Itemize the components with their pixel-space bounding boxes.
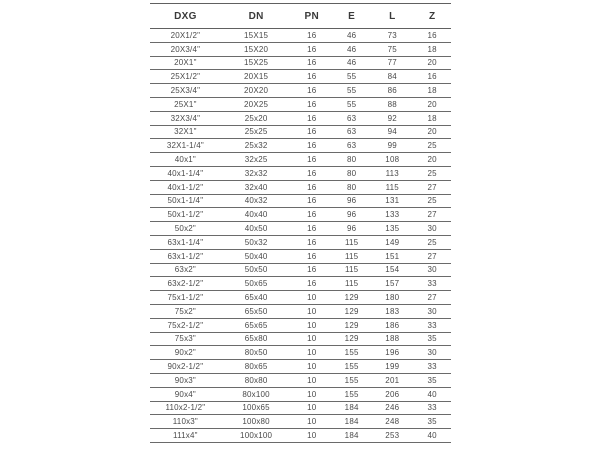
table-row xyxy=(150,235,451,249)
table-cell: 16 xyxy=(291,249,332,263)
table-cell: 20X1" xyxy=(150,56,221,70)
table-cell: 16 xyxy=(291,180,332,194)
table-cell: 46 xyxy=(332,29,371,43)
table-cell: 16 xyxy=(291,208,332,222)
table-cell: 20 xyxy=(413,125,451,139)
table-cell: 25 xyxy=(413,139,451,153)
table-row xyxy=(150,166,451,180)
table-cell: 25x20 xyxy=(221,111,292,125)
table-cell: 248 xyxy=(371,415,413,429)
table-cell: 155 xyxy=(332,346,371,360)
table-cell: 20 xyxy=(413,97,451,111)
table-cell: 16 xyxy=(291,125,332,139)
table-cell: 50x50 xyxy=(221,263,292,277)
table-cell: 16 xyxy=(291,29,332,43)
table-cell: 65x40 xyxy=(221,291,292,305)
table-cell: 80x65 xyxy=(221,360,292,374)
table-row xyxy=(150,373,451,387)
table-cell: 20 xyxy=(413,153,451,167)
table-cell: 10 xyxy=(291,387,332,401)
table-cell: 32x25 xyxy=(221,153,292,167)
table-row xyxy=(150,429,451,443)
table-row xyxy=(150,29,451,43)
table-cell: 131 xyxy=(371,194,413,208)
table-cell: 10 xyxy=(291,332,332,346)
table-cell: 20X20 xyxy=(221,84,292,98)
table-cell: 50x2" xyxy=(150,222,221,236)
table-cell: 75x1-1/2" xyxy=(150,291,221,305)
table-cell: 50x32 xyxy=(221,235,292,249)
table-cell: 108 xyxy=(371,153,413,167)
table-cell: 94 xyxy=(371,125,413,139)
table-cell: 10 xyxy=(291,346,332,360)
table-cell: 16 xyxy=(291,56,332,70)
table-row xyxy=(150,84,451,98)
table-row xyxy=(150,180,451,194)
table-cell: 129 xyxy=(332,291,371,305)
table-cell: 10 xyxy=(291,291,332,305)
table-cell: 63x1-1/4" xyxy=(150,235,221,249)
table-row xyxy=(150,70,451,84)
table-cell: 27 xyxy=(413,208,451,222)
table-cell: 16 xyxy=(413,29,451,43)
table-cell: 55 xyxy=(332,84,371,98)
table-cell: 16 xyxy=(291,166,332,180)
table-cell: 27 xyxy=(413,291,451,305)
table-cell: 92 xyxy=(371,111,413,125)
table-cell: 55 xyxy=(332,97,371,111)
table-cell: 40x1" xyxy=(150,153,221,167)
header-cell: E xyxy=(332,4,371,29)
table-cell: 80x80 xyxy=(221,373,292,387)
table-cell: 46 xyxy=(332,42,371,56)
table-row xyxy=(150,387,451,401)
table-cell: 10 xyxy=(291,373,332,387)
table-cell: 32x32 xyxy=(221,166,292,180)
table-cell: 157 xyxy=(371,277,413,291)
table-cell: 129 xyxy=(332,318,371,332)
table-cell: 75x2" xyxy=(150,304,221,318)
table-row xyxy=(150,208,451,222)
table-row xyxy=(150,111,451,125)
table-cell: 30 xyxy=(413,222,451,236)
table-cell: 40 xyxy=(413,387,451,401)
table-cell: 75x2-1/2" xyxy=(150,318,221,332)
table-row xyxy=(150,97,451,111)
table-cell: 30 xyxy=(413,263,451,277)
table-cell: 50x40 xyxy=(221,249,292,263)
table-row xyxy=(150,249,451,263)
table-row xyxy=(150,125,451,139)
table-cell: 33 xyxy=(413,277,451,291)
table-cell: 25x25 xyxy=(221,125,292,139)
table-cell: 73 xyxy=(371,29,413,43)
table-cell: 63 xyxy=(332,139,371,153)
table-cell: 184 xyxy=(332,401,371,415)
table-cell: 16 xyxy=(291,263,332,277)
table-cell: 40x50 xyxy=(221,222,292,236)
table-cell: 206 xyxy=(371,387,413,401)
table-cell: 32x40 xyxy=(221,180,292,194)
table-cell: 90x2-1/2" xyxy=(150,360,221,374)
table-row xyxy=(150,304,451,318)
table-cell: 16 xyxy=(291,277,332,291)
header-row xyxy=(150,4,451,29)
table-cell: 18 xyxy=(413,84,451,98)
table-cell: 25 xyxy=(413,235,451,249)
header-cell: DN xyxy=(221,4,292,29)
table-cell: 16 xyxy=(291,97,332,111)
table-cell: 32X3/4" xyxy=(150,111,221,125)
table-cell: 155 xyxy=(332,373,371,387)
table-cell: 32X1" xyxy=(150,125,221,139)
table-cell: 115 xyxy=(332,263,371,277)
table-cell: 33 xyxy=(413,360,451,374)
table-cell: 180 xyxy=(371,291,413,305)
table-cell: 65x50 xyxy=(221,304,292,318)
table-cell: 75x3" xyxy=(150,332,221,346)
table-cell: 50x65 xyxy=(221,277,292,291)
table-cell: 25X1/2" xyxy=(150,70,221,84)
table-cell: 40x32 xyxy=(221,194,292,208)
table-cell: 35 xyxy=(413,332,451,346)
table-cell: 253 xyxy=(371,429,413,443)
table-cell: 90x4" xyxy=(150,387,221,401)
table-cell: 186 xyxy=(371,318,413,332)
table-cell: 80 xyxy=(332,153,371,167)
table-cell: 25 xyxy=(413,166,451,180)
header-cell: PN xyxy=(291,4,332,29)
table-cell: 133 xyxy=(371,208,413,222)
table-cell: 151 xyxy=(371,249,413,263)
table-cell: 46 xyxy=(332,56,371,70)
table-cell: 201 xyxy=(371,373,413,387)
table-cell: 77 xyxy=(371,56,413,70)
table-cell: 63x1-1/2" xyxy=(150,249,221,263)
table-cell: 115 xyxy=(332,235,371,249)
table-cell: 16 xyxy=(291,153,332,167)
table-cell: 20 xyxy=(413,56,451,70)
table-row xyxy=(150,194,451,208)
table-cell: 20X1/2" xyxy=(150,29,221,43)
table-cell: 65x80 xyxy=(221,332,292,346)
table-cell: 40x40 xyxy=(221,208,292,222)
table-row xyxy=(150,360,451,374)
table-cell: 149 xyxy=(371,235,413,249)
table-cell: 16 xyxy=(291,194,332,208)
table-cell: 154 xyxy=(371,263,413,277)
table-cell: 155 xyxy=(332,360,371,374)
table-cell: 16 xyxy=(291,139,332,153)
table-cell: 80x100 xyxy=(221,387,292,401)
table-cell: 20X15 xyxy=(221,70,292,84)
table-cell: 16 xyxy=(291,222,332,236)
table-cell: 40x1-1/2" xyxy=(150,180,221,194)
table-cell: 196 xyxy=(371,346,413,360)
table-cell: 20X25 xyxy=(221,97,292,111)
table-cell: 35 xyxy=(413,373,451,387)
table-cell: 90x2" xyxy=(150,346,221,360)
table-cell: 155 xyxy=(332,387,371,401)
table-cell: 40 xyxy=(413,429,451,443)
table-cell: 10 xyxy=(291,318,332,332)
table-cell: 96 xyxy=(332,208,371,222)
table-cell: 84 xyxy=(371,70,413,84)
table-row xyxy=(150,139,451,153)
table-row xyxy=(150,42,451,56)
table-cell: 55 xyxy=(332,70,371,84)
table-cell: 35 xyxy=(413,415,451,429)
table-row xyxy=(150,153,451,167)
table-row xyxy=(150,56,451,70)
spec-table-body xyxy=(150,29,451,443)
spec-table xyxy=(150,3,451,443)
table-cell: 115 xyxy=(332,249,371,263)
table-cell: 115 xyxy=(371,180,413,194)
table-cell: 27 xyxy=(413,180,451,194)
table-cell: 90x3" xyxy=(150,373,221,387)
table-cell: 113 xyxy=(371,166,413,180)
table-cell: 15X15 xyxy=(221,29,292,43)
table-cell: 50x1-1/2" xyxy=(150,208,221,222)
table-cell: 110x3" xyxy=(150,415,221,429)
table-cell: 10 xyxy=(291,304,332,318)
table-cell: 25X3/4" xyxy=(150,84,221,98)
table-cell: 96 xyxy=(332,222,371,236)
table-cell: 115 xyxy=(332,277,371,291)
table-cell: 246 xyxy=(371,401,413,415)
table-cell: 80 xyxy=(332,166,371,180)
table-cell: 16 xyxy=(413,70,451,84)
header-cell: Z xyxy=(413,4,451,29)
table-cell: 135 xyxy=(371,222,413,236)
table-cell: 88 xyxy=(371,97,413,111)
table-cell: 110x2-1/2" xyxy=(150,401,221,415)
table-cell: 27 xyxy=(413,249,451,263)
table-cell: 100x100 xyxy=(221,429,292,443)
table-row xyxy=(150,401,451,415)
table-row xyxy=(150,332,451,346)
table-row xyxy=(150,415,451,429)
table-cell: 63 xyxy=(332,125,371,139)
table-cell: 184 xyxy=(332,429,371,443)
table-cell: 96 xyxy=(332,194,371,208)
table-cell: 63x2-1/2" xyxy=(150,277,221,291)
table-cell: 10 xyxy=(291,429,332,443)
table-cell: 80x50 xyxy=(221,346,292,360)
table-cell: 33 xyxy=(413,401,451,415)
table-cell: 10 xyxy=(291,401,332,415)
table-cell: 15X20 xyxy=(221,42,292,56)
table-cell: 25X1" xyxy=(150,97,221,111)
table-cell: 25x32 xyxy=(221,139,292,153)
table-cell: 80 xyxy=(332,180,371,194)
table-cell: 33 xyxy=(413,318,451,332)
table-row xyxy=(150,263,451,277)
table-cell: 86 xyxy=(371,84,413,98)
table-cell: 15X25 xyxy=(221,56,292,70)
table-cell: 99 xyxy=(371,139,413,153)
table-cell: 188 xyxy=(371,332,413,346)
table-cell: 16 xyxy=(291,111,332,125)
table-cell: 40x1-1/4" xyxy=(150,166,221,180)
table-cell: 50x1-1/4" xyxy=(150,194,221,208)
table-cell: 63x2" xyxy=(150,263,221,277)
table-cell: 16 xyxy=(291,42,332,56)
table-cell: 10 xyxy=(291,415,332,429)
table-cell: 25 xyxy=(413,194,451,208)
table-row xyxy=(150,346,451,360)
table-cell: 100x65 xyxy=(221,401,292,415)
header-cell: DXG xyxy=(150,4,221,29)
table-cell: 10 xyxy=(291,360,332,374)
table-cell: 16 xyxy=(291,70,332,84)
table-cell: 184 xyxy=(332,415,371,429)
table-cell: 111x4" xyxy=(150,429,221,443)
table-cell: 30 xyxy=(413,346,451,360)
table-cell: 183 xyxy=(371,304,413,318)
table-cell: 65x65 xyxy=(221,318,292,332)
table-row xyxy=(150,318,451,332)
header-cell: L xyxy=(371,4,413,29)
table-cell: 100x80 xyxy=(221,415,292,429)
table-cell: 20X3/4" xyxy=(150,42,221,56)
table-cell: 129 xyxy=(332,332,371,346)
spec-table-header xyxy=(150,4,451,29)
table-row xyxy=(150,291,451,305)
table-cell: 75 xyxy=(371,42,413,56)
table-cell: 16 xyxy=(291,235,332,249)
table-cell: 18 xyxy=(413,111,451,125)
table-cell: 16 xyxy=(291,84,332,98)
table-cell: 32X1-1/4" xyxy=(150,139,221,153)
table-cell: 18 xyxy=(413,42,451,56)
table-row xyxy=(150,277,451,291)
table-cell: 30 xyxy=(413,304,451,318)
table-cell: 129 xyxy=(332,304,371,318)
table-cell: 199 xyxy=(371,360,413,374)
table-row xyxy=(150,222,451,236)
table-cell: 63 xyxy=(332,111,371,125)
